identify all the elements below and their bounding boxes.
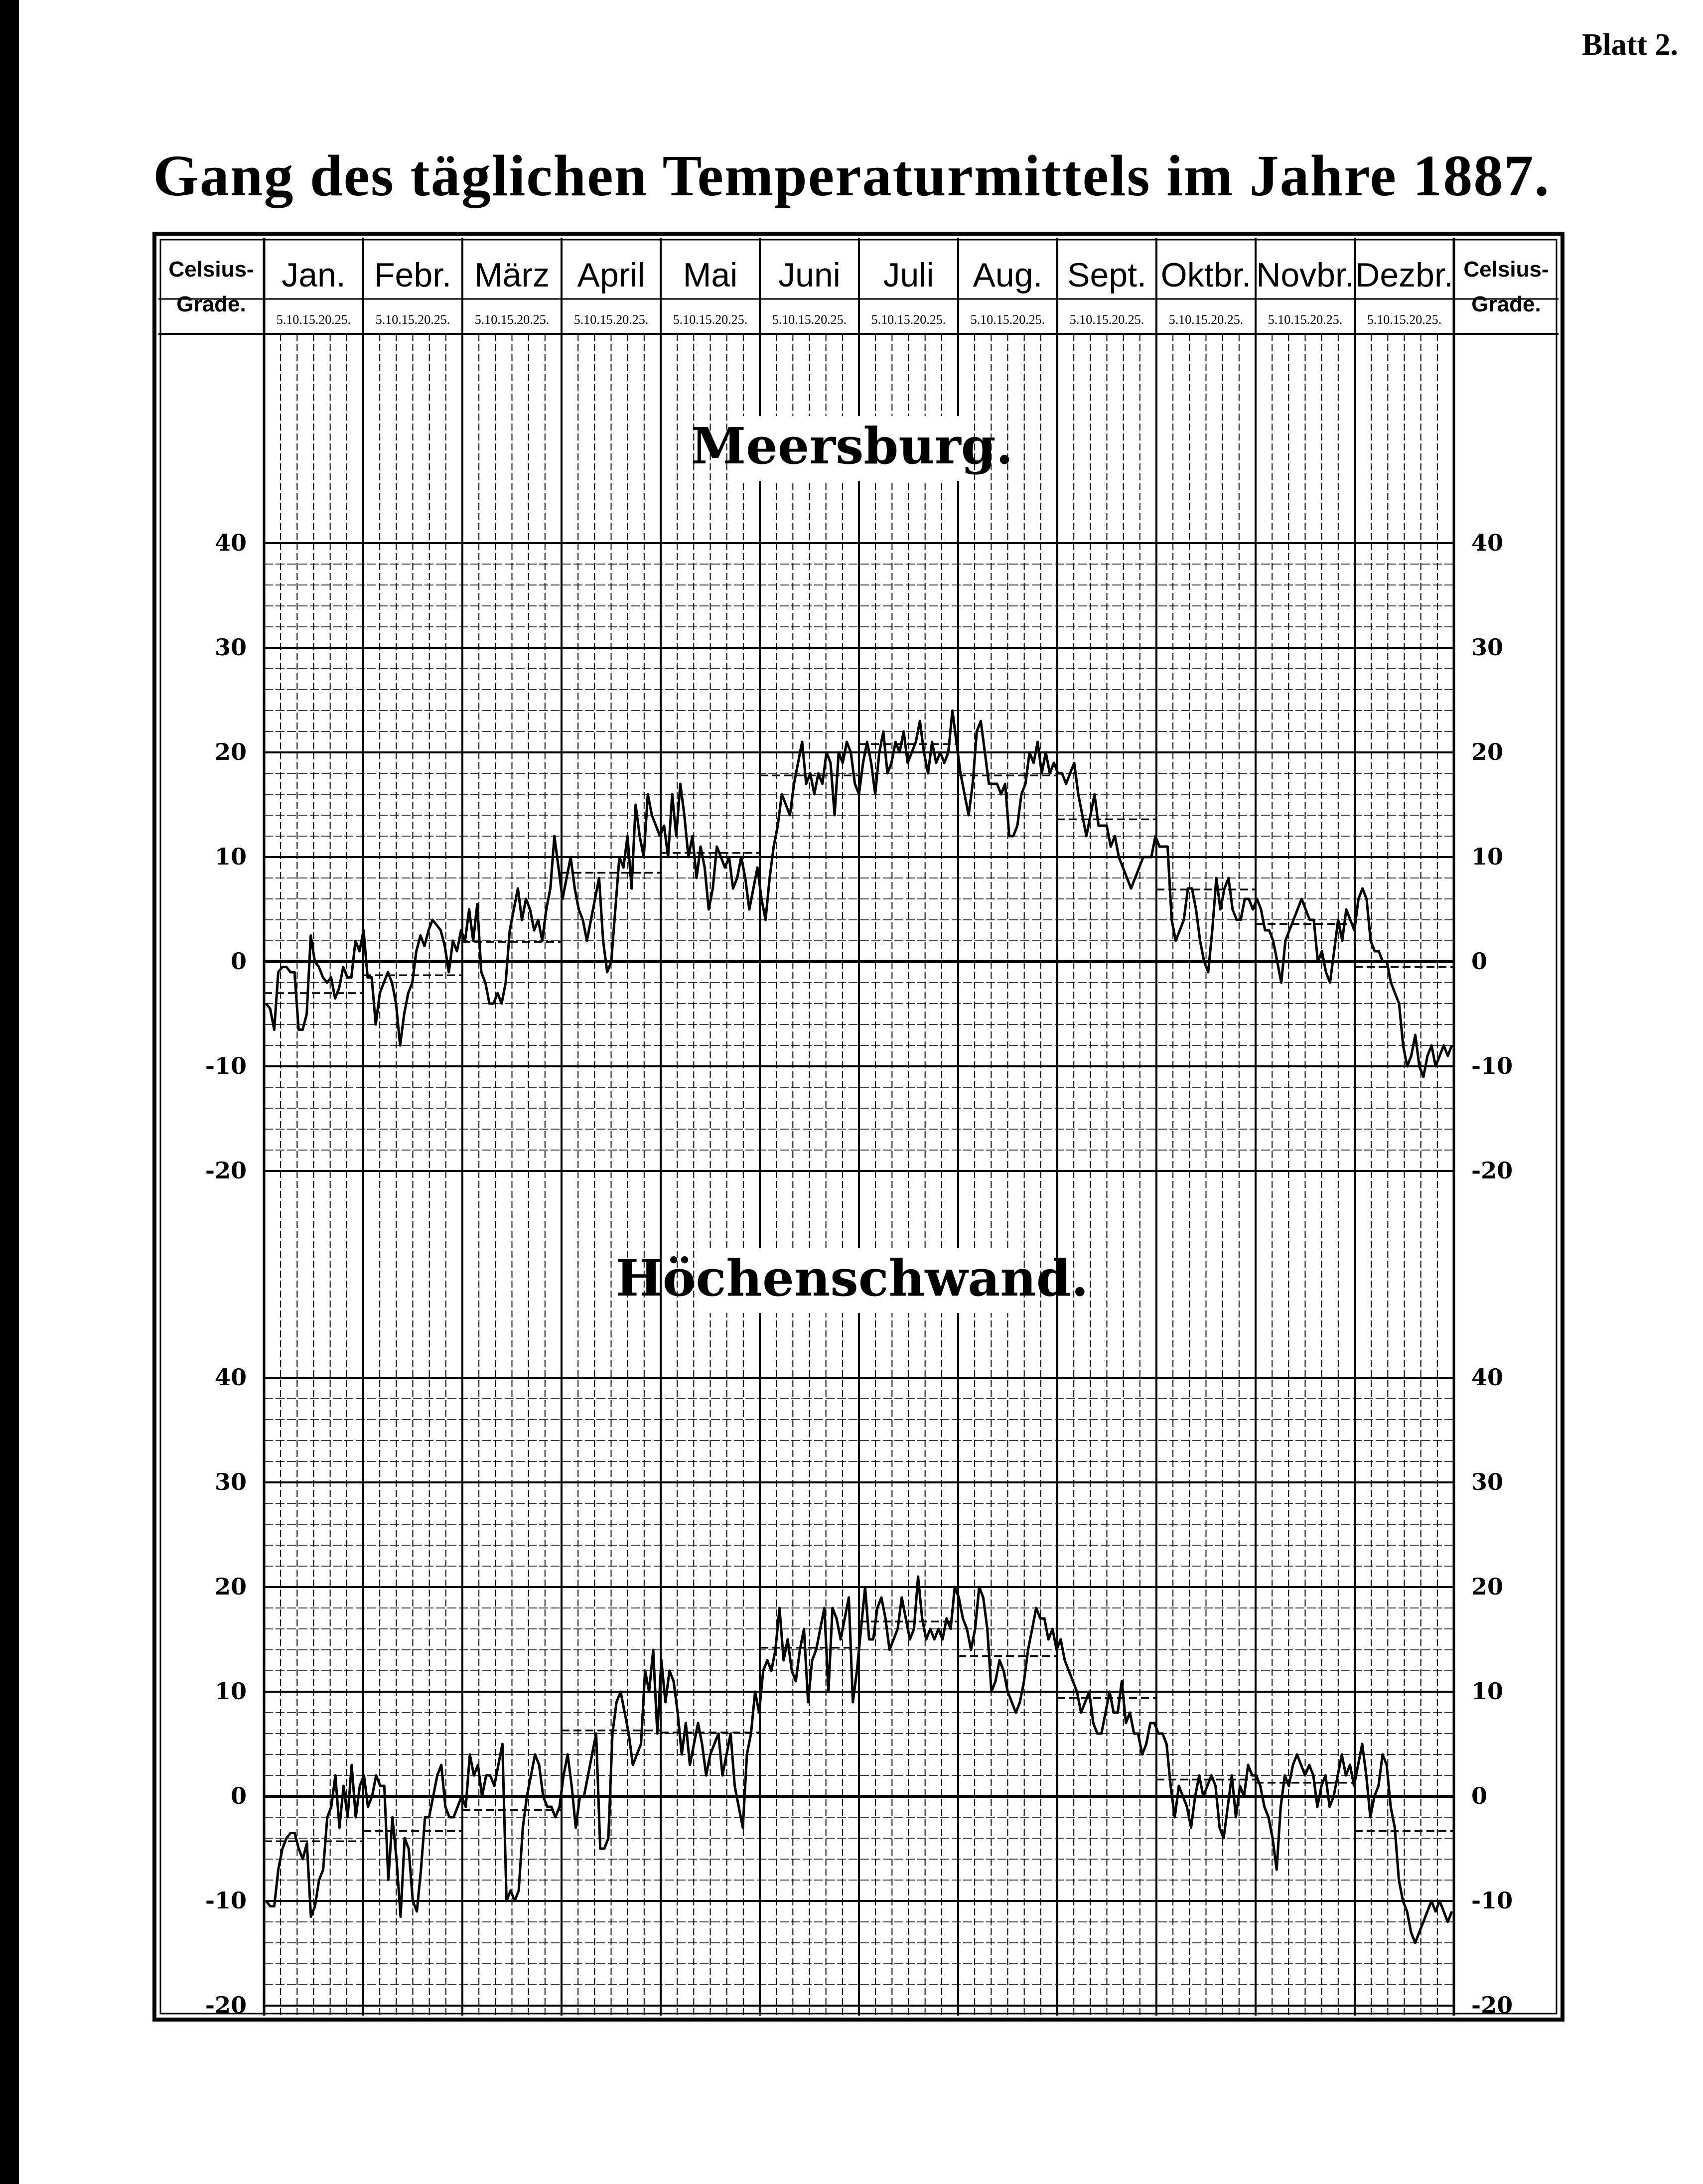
y-tick-label-right: -20 [1471,1157,1513,1184]
y-tick-label-right: 20 [1471,1573,1504,1600]
y-tick-label-left: 30 [214,1468,247,1495]
unit-label-right: Grade. [1471,292,1541,316]
y-tick-label-left: 40 [214,529,247,556]
day-ticks-label: 5.10.15.20.25. [772,312,847,327]
plate-label: Blatt 2. [1582,28,1678,62]
y-tick-label-right: 0 [1471,1782,1488,1809]
day-ticks-label: 5.10.15.20.25. [375,312,450,327]
y-tick-label-right: 20 [1471,738,1504,765]
month-label: März [474,256,550,294]
y-tick-label-left: -20 [205,1992,247,2019]
chart-grid [264,238,1454,2016]
unit-label-left: Celsius- [168,257,254,282]
y-tick-label-right: 40 [1471,1364,1504,1391]
y-tick-label-right: 10 [1471,1678,1504,1705]
day-ticks-label: 5.10.15.20.25. [1367,312,1442,327]
month-label: Aug. [973,256,1043,294]
month-label: Dezbr. [1355,256,1453,294]
day-ticks-label: 5.10.15.20.25. [673,312,748,327]
y-tick-label-right: -10 [1471,1052,1513,1079]
y-tick-label-left: 10 [214,843,247,870]
day-ticks-label: 5.10.15.20.25. [474,312,550,327]
day-ticks-label: 5.10.15.20.25. [970,312,1045,327]
day-ticks-label: 5.10.15.20.25. [573,312,649,327]
y-tick-label-right: -10 [1471,1887,1513,1914]
month-label: Jan. [282,256,346,294]
y-tick-label-left: -20 [205,1157,247,1184]
month-label: Febr. [374,256,451,294]
station-title: Höchenschwand. [615,1249,1089,1308]
y-tick-label-left: 20 [214,738,247,765]
y-tick-label-right: -20 [1471,1992,1513,2019]
y-tick-label-left: -10 [205,1052,247,1079]
station-title: Meersburg. [691,417,1013,475]
day-ticks-label: 5.10.15.20.25. [1168,312,1244,327]
month-label: Mai [683,256,738,294]
month-label: Novbr. [1256,256,1354,294]
day-ticks-label: 5.10.15.20.25. [871,312,946,327]
y-tick-label-left: 0 [230,948,247,975]
day-ticks-label: 5.10.15.20.25. [1069,312,1144,327]
month-label: Juli [883,256,934,294]
y-tick-label-left: 0 [230,1782,247,1809]
month-label: Oktbr. [1160,256,1252,294]
y-tick-label-left: 10 [214,1678,247,1705]
y-tick-label-left: -10 [205,1887,247,1914]
y-tick-label-left: 30 [214,634,247,661]
page-title: Gang des täglichen Temperaturmittels im Jahre 1887. [153,143,1550,208]
y-tick-label-right: 40 [1471,529,1504,556]
y-tick-label-left: 20 [214,1573,247,1600]
month-label: Juni [778,256,841,294]
y-tick-label-right: 30 [1471,634,1504,661]
y-tick-label-left: 40 [214,1364,247,1391]
month-label: Sept. [1067,256,1146,294]
unit-label-left: Grade. [176,292,246,316]
y-tick-label-right: 0 [1471,948,1488,975]
unit-label-right: Celsius- [1463,257,1549,282]
day-ticks-label: 5.10.15.20.25. [276,312,351,327]
month-label: April [577,256,645,294]
y-tick-label-right: 30 [1471,1468,1504,1495]
day-ticks-label: 5.10.15.20.25. [1268,312,1343,327]
y-tick-label-right: 10 [1471,843,1504,870]
